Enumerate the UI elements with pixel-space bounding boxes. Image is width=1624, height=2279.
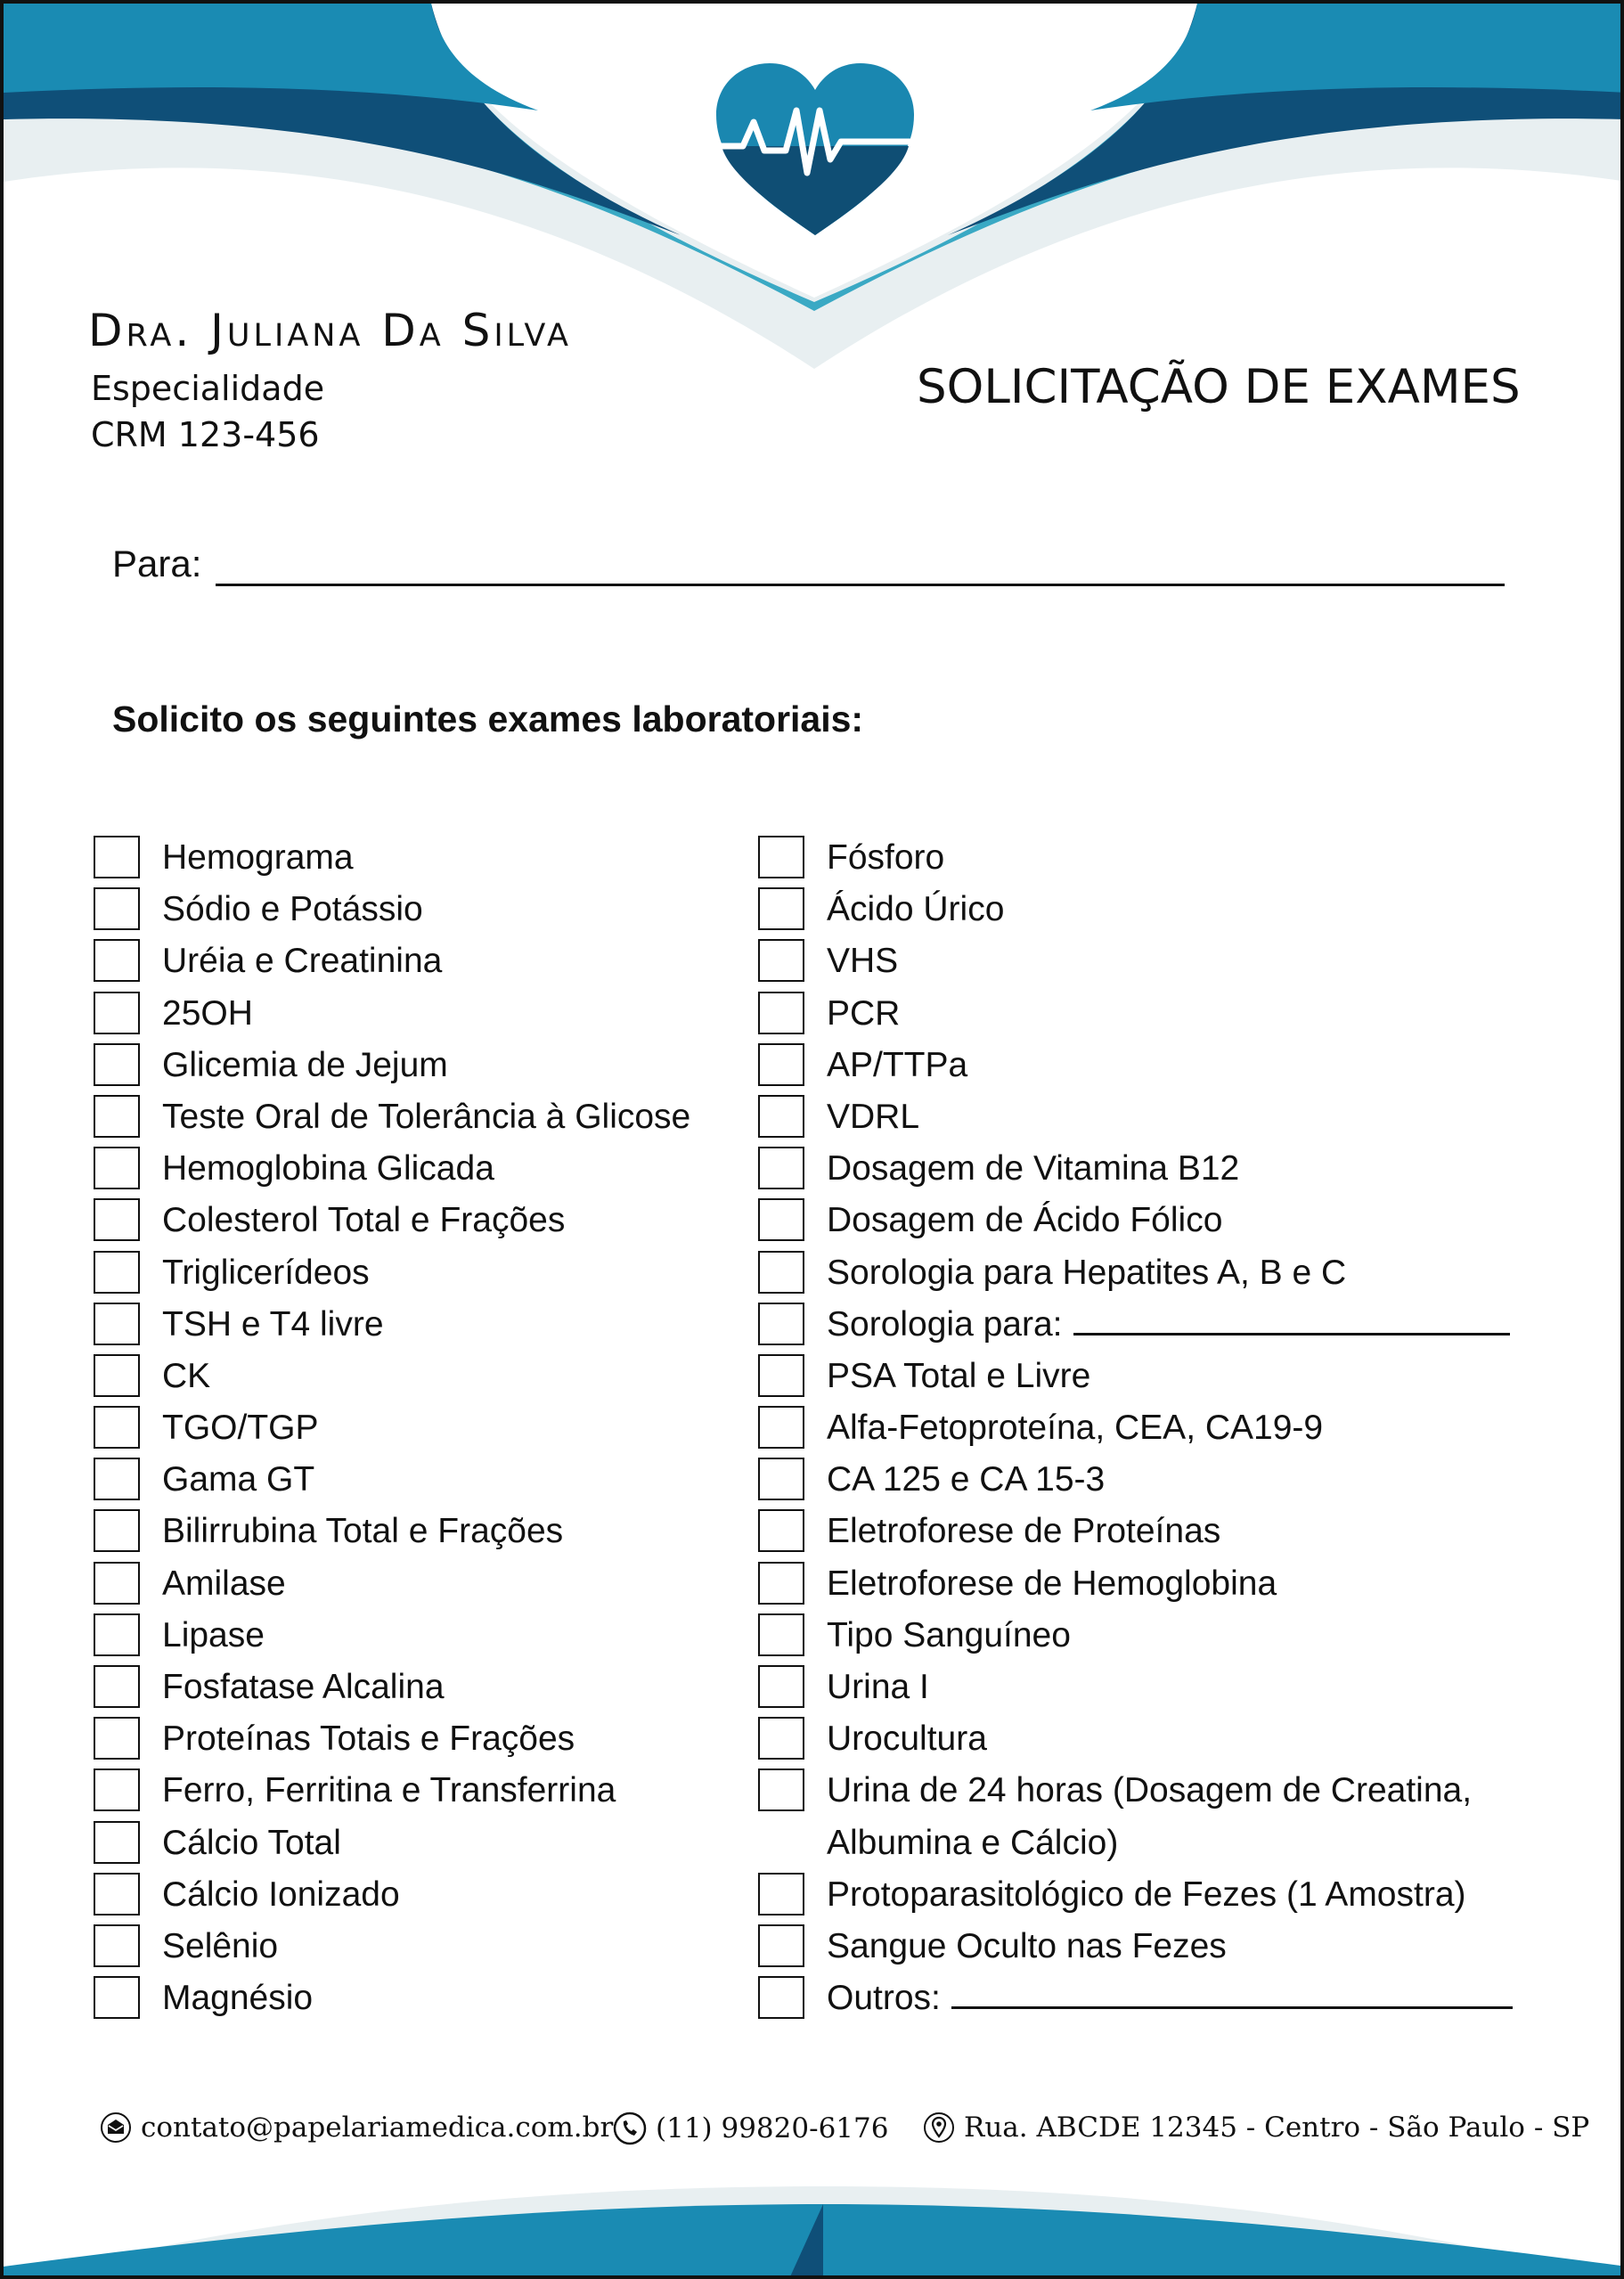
exam-label: CK: [162, 1356, 211, 1395]
exam-checkbox[interactable]: [758, 1251, 804, 1294]
exam-checkbox[interactable]: [94, 1406, 140, 1449]
exam-label: Magnésio: [162, 1979, 314, 2018]
exam-label: Urocultura: [827, 1719, 987, 1759]
exam-label: Tipo Sanguíneo: [827, 1615, 1071, 1654]
exam-label: TGO/TGP: [162, 1409, 319, 1448]
exam-checkbox[interactable]: [758, 1768, 804, 1811]
exam-item[interactable]: [758, 1040, 1542, 1091]
exam-label: Hemoglobina Glicada: [162, 1149, 494, 1189]
exam-list-left: [94, 832, 735, 2024]
contact-email-text: contato@papelariamedica.com.br: [141, 2112, 614, 2144]
exam-item[interactable]: [94, 1351, 735, 1402]
exam-item[interactable]: [758, 1454, 1542, 1506]
contact-address: [923, 2112, 1589, 2144]
exam-checkbox[interactable]: [94, 1665, 140, 1708]
exam-item[interactable]: [94, 1402, 735, 1454]
contact-address-text: Rua. ABCDE 12345 - Centro - São Paulo - SP: [964, 2112, 1590, 2144]
exam-item[interactable]: [758, 1610, 1542, 1662]
exam-checkbox[interactable]: [94, 1562, 140, 1605]
exam-checkbox[interactable]: [94, 1303, 140, 1345]
exam-label: Dosagem de Vitamina B12: [827, 1149, 1240, 1189]
exam-label: PCR: [827, 993, 901, 1033]
exam-label: Hemograma: [162, 838, 354, 877]
exam-item[interactable]: [94, 1713, 735, 1765]
exam-checkbox[interactable]: [94, 1924, 140, 1967]
exam-checkbox[interactable]: [94, 1458, 140, 1500]
exam-label: CA 125 e CA 15-3: [827, 1460, 1106, 1499]
exam-label: Lipase: [162, 1615, 265, 1654]
exam-item[interactable]: [94, 1506, 735, 1557]
exam-checkbox[interactable]: [94, 1043, 140, 1086]
exam-checkbox[interactable]: [758, 887, 804, 930]
exam-label: Protoparasitológico de Fezes (1 Amostra): [827, 1875, 1466, 1914]
exam-item[interactable]: [94, 1195, 735, 1246]
exam-item[interactable]: [758, 1869, 1542, 1921]
phone-icon: [613, 2112, 647, 2145]
exam-item[interactable]: [758, 1091, 1542, 1143]
exam-checkbox[interactable]: [758, 1354, 804, 1397]
recipient-label: Para:: [112, 543, 202, 584]
exam-checkbox[interactable]: [94, 1095, 140, 1138]
exam-label: Gama GT: [162, 1460, 315, 1499]
exam-label: Amilase: [162, 1564, 286, 1603]
exam-checkbox[interactable]: [94, 1821, 140, 1864]
exam-item[interactable]: [758, 884, 1542, 935]
exam-label: Proteínas Totais e Frações: [162, 1719, 575, 1759]
request-heading: Solicito os seguintes exames laboratoriais:: [112, 698, 864, 739]
exam-item[interactable]: [94, 832, 735, 884]
exam-checkbox[interactable]: [94, 1354, 140, 1397]
exam-label: Bilirrubina Total e Frações: [162, 1512, 564, 1551]
exam-checkbox[interactable]: [758, 1717, 804, 1760]
exam-checkbox[interactable]: [758, 1873, 804, 1916]
exam-label: Eletroforese de Proteínas: [827, 1512, 1221, 1551]
exam-checkbox[interactable]: [94, 1198, 140, 1241]
exam-checkbox[interactable]: [94, 1717, 140, 1760]
exam-item[interactable]: [94, 1921, 735, 1973]
exam-checkbox[interactable]: [94, 1976, 140, 2019]
exam-item[interactable]: [94, 1817, 735, 1869]
exam-checkbox[interactable]: [758, 836, 804, 878]
exam-item[interactable]: [94, 1091, 735, 1143]
exam-label: Outros:: [827, 1979, 941, 2018]
other-input-line[interactable]: [951, 2006, 1513, 2009]
exam-label: Colesterol Total e Frações: [162, 1201, 566, 1240]
exam-item[interactable]: [758, 1299, 1542, 1351]
location-pin-icon: [923, 2112, 955, 2144]
exam-item[interactable]: [758, 1195, 1542, 1246]
exam-label-with-line: [827, 1973, 1513, 2024]
exam-checkbox[interactable]: [94, 939, 140, 982]
exam-label-with-line: [827, 1299, 1510, 1351]
exam-checkbox[interactable]: [758, 1613, 804, 1656]
exam-item[interactable]: [758, 1506, 1542, 1557]
exam-checkbox[interactable]: [758, 1406, 804, 1449]
exam-checkbox[interactable]: [758, 1043, 804, 1086]
exam-label: Selênio: [162, 1926, 279, 1965]
email-icon: [100, 2112, 132, 2144]
exam-item[interactable]: [758, 1143, 1542, 1195]
exam-label: Eletroforese de Hemoglobina: [827, 1564, 1277, 1603]
exam-checkbox[interactable]: [758, 992, 804, 1034]
exam-label: Dosagem de Ácido Fólico: [827, 1201, 1223, 1240]
footer-wave-decoration: [4, 2169, 1624, 2279]
exam-label: VDRL: [827, 1097, 920, 1136]
doctor-name: Dra. Juliana Da Silva: [88, 305, 572, 356]
exam-item[interactable]: [758, 1402, 1542, 1454]
contact-phone: [613, 2112, 888, 2145]
exam-label: Uréia e Creatinina: [162, 942, 443, 981]
exam-checkbox[interactable]: [758, 1924, 804, 1967]
exam-item[interactable]: [94, 1558, 735, 1610]
exam-label: Cálcio Ionizado: [162, 1875, 400, 1914]
exam-label: Urina I: [827, 1668, 929, 1706]
exam-checkbox[interactable]: [94, 1509, 140, 1552]
exam-item[interactable]: [94, 1247, 735, 1299]
exam-item[interactable]: [758, 1973, 1542, 2024]
exam-label: Teste Oral de Tolerância à Glicose: [162, 1097, 691, 1136]
exam-label: VHS: [827, 942, 899, 981]
exam-checkbox[interactable]: [758, 1509, 804, 1552]
exam-checkbox[interactable]: [758, 1458, 804, 1500]
exam-item[interactable]: [758, 1921, 1542, 1973]
exam-checkbox[interactable]: [758, 1665, 804, 1708]
exam-checkbox[interactable]: [94, 1147, 140, 1189]
exam-label: Sódio e Potássio: [162, 890, 423, 929]
exam-checkbox[interactable]: [94, 992, 140, 1034]
exam-checkbox[interactable]: [758, 939, 804, 982]
contact-email: [100, 2112, 613, 2144]
exam-item[interactable]: [94, 1765, 735, 1817]
exam-label: Sorologia para Hepatites A, B e C: [827, 1253, 1347, 1292]
exam-item[interactable]: [94, 1040, 735, 1091]
exam-checkbox[interactable]: [758, 1303, 804, 1345]
exam-checkbox[interactable]: [94, 1768, 140, 1811]
exam-item[interactable]: [758, 1765, 1542, 1868]
exam-label: Sangue Oculto nas Fezes: [827, 1926, 1227, 1965]
exam-checkbox[interactable]: [94, 1613, 140, 1656]
exam-checkbox[interactable]: [758, 1976, 804, 2019]
exam-checkbox[interactable]: [758, 1562, 804, 1605]
exam-label: 25OH: [162, 993, 253, 1033]
exam-label: AP/TTPa: [827, 1045, 968, 1084]
doctor-crm: CRM 123-456: [91, 415, 320, 454]
exam-label: Cálcio Total: [162, 1823, 341, 1862]
doctor-specialty: Especialidade: [91, 369, 325, 408]
exam-checkbox[interactable]: [758, 1198, 804, 1241]
exam-item[interactable]: [758, 935, 1542, 987]
exam-item[interactable]: [94, 1143, 735, 1195]
exam-item[interactable]: [94, 1869, 735, 1921]
recipient-input-line[interactable]: [216, 584, 1505, 586]
exam-item[interactable]: [94, 1973, 735, 2024]
exam-item[interactable]: [758, 1247, 1542, 1299]
exam-item[interactable]: [758, 1662, 1542, 1713]
exam-item[interactable]: [94, 1610, 735, 1662]
exam-item[interactable]: [94, 884, 735, 935]
exam-checkbox[interactable]: [758, 1147, 804, 1189]
exam-item[interactable]: [758, 988, 1542, 1040]
exam-item[interactable]: [758, 832, 1542, 884]
exam-item[interactable]: [94, 1662, 735, 1713]
form-title: SOLICITAÇÃO DE EXAMES: [917, 360, 1521, 414]
exam-label: Glicemia de Jejum: [162, 1045, 448, 1084]
exam-label: Triglicerídeos: [162, 1253, 370, 1292]
exam-label: PSA Total e Livre: [827, 1356, 1091, 1395]
exam-item[interactable]: [94, 935, 735, 987]
exam-label: Sorologia para:: [827, 1304, 1063, 1344]
exam-checkbox[interactable]: [94, 836, 140, 878]
exam-item[interactable]: [94, 988, 735, 1040]
exam-checkbox[interactable]: [758, 1095, 804, 1138]
heartbeat-heart-icon: [716, 61, 914, 240]
exam-label: TSH e T4 livre: [162, 1304, 384, 1344]
serology-input-line[interactable]: [1073, 1333, 1510, 1336]
exam-label: Fosfatase Alcalina: [162, 1668, 445, 1706]
exam-label: Urina de 24 horas (Dosagem de Creatina, Albumina e Cálcio): [827, 1771, 1473, 1862]
exam-label: Ferro, Ferritina e Transferrina: [162, 1771, 616, 1810]
exam-checkbox[interactable]: [94, 1251, 140, 1294]
exam-label: Ácido Úrico: [827, 890, 1005, 929]
exam-item[interactable]: [758, 1713, 1542, 1765]
exam-item[interactable]: [758, 1558, 1542, 1610]
exam-checkbox[interactable]: [94, 887, 140, 930]
exam-item[interactable]: [758, 1351, 1542, 1402]
exam-list-right: [758, 832, 1542, 2024]
contact-phone-text: (11) 99820-6176: [656, 2112, 889, 2144]
exam-checkbox[interactable]: [94, 1873, 140, 1916]
exam-item[interactable]: [94, 1299, 735, 1351]
exam-label: Alfa-Fetoproteína, CEA, CA19-9: [827, 1409, 1324, 1448]
exam-label: Fósforo: [827, 838, 945, 877]
exam-item[interactable]: [94, 1454, 735, 1506]
